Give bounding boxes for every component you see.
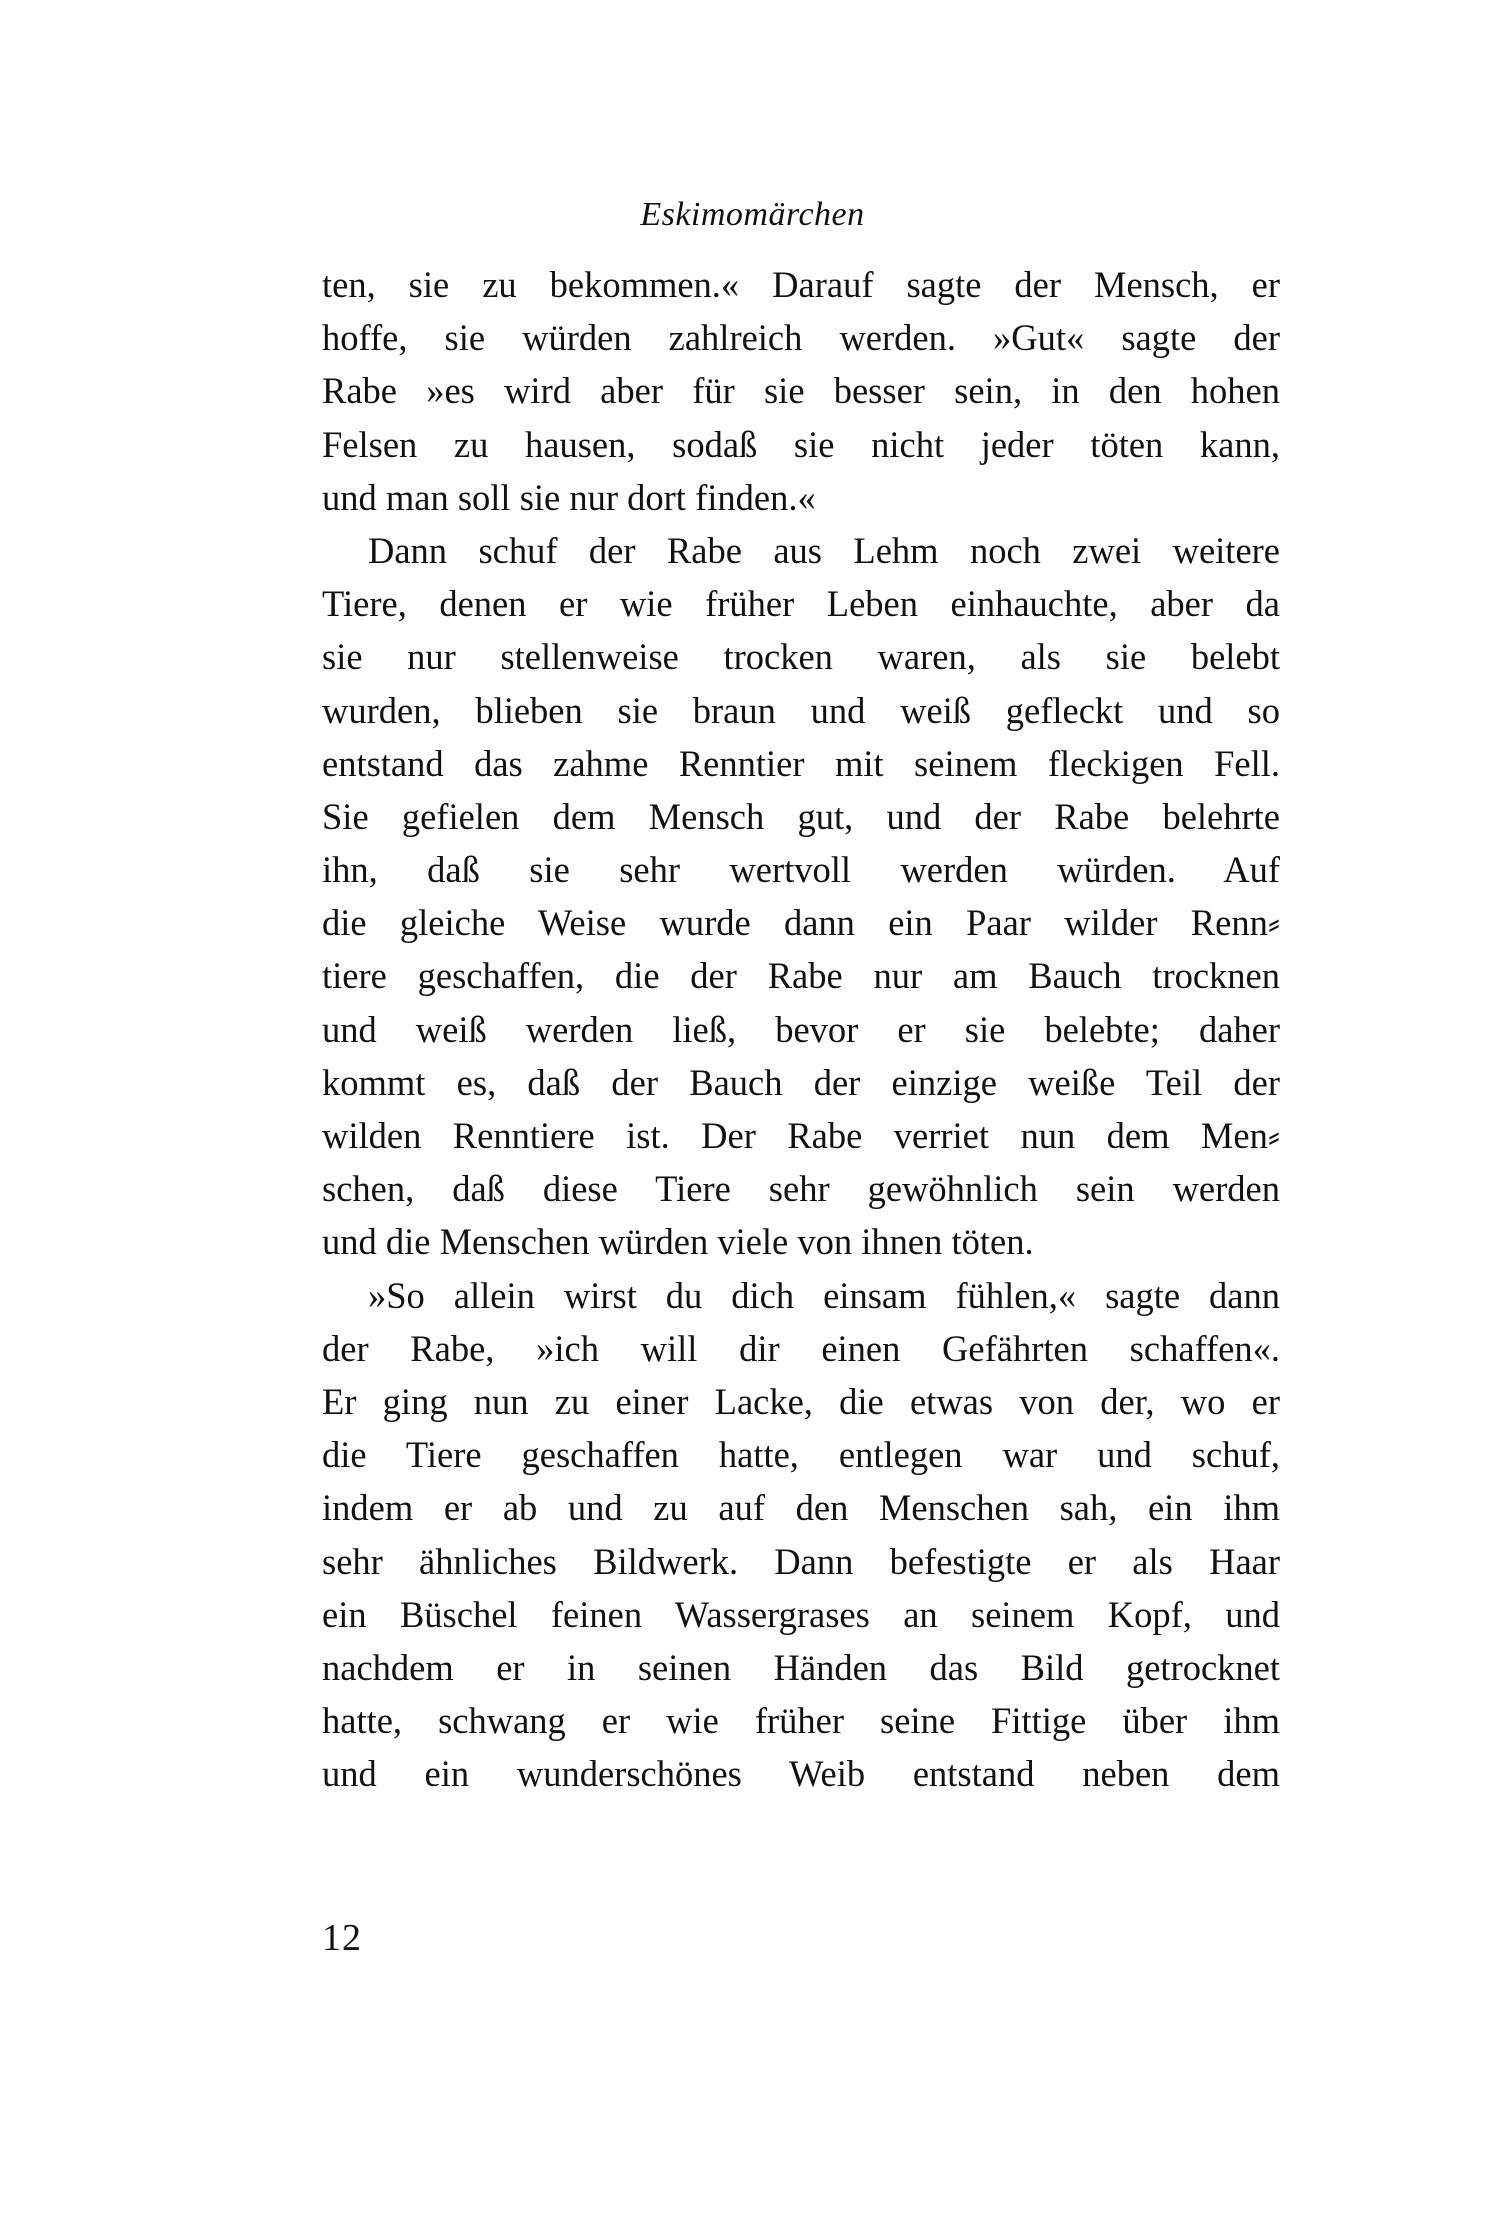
text-line: und weiß werden ließ, bevor er sie belebte; daher [322,1008,1280,1050]
text-line: hoffe, sie würden zahlreich werden. »Gut« sagte der [322,317,1280,359]
text-line: und man soll sie nur dort finden.« [322,476,816,518]
text-line: und ein wunderschönes Weib entstand neben dem [322,1753,1280,1795]
text-line: die Tiere geschaffen hatte, entlegen war und schuf, [322,1434,1280,1476]
body-text [322,258,1280,1800]
text-line: kommt es, daß der Bauch der einzige weiße Teil der [322,1061,1280,1103]
text-line: ten, sie zu bekommen.« Darauf sagte der Mensch, er [322,264,1280,305]
text-line: »So allein wirst du dich einsam fühlen,« sagte dann [368,1274,1280,1316]
text-line: sie nur stellenweise trocken waren, als sie belebt [322,636,1280,678]
text-line: der Rabe, »ich will dir einen Gefährten schaffen«. [322,1327,1280,1369]
text-line: Dann schuf der Rabe aus Lehm noch zwei weitere [368,529,1280,571]
text-line: sehr ähnliches Bildwerk. Dann befestigte er als Haar [322,1540,1280,1582]
text-line: indem er ab und zu auf den Menschen sah, ein ihm [322,1487,1280,1529]
text-line: ein Büschel feinen Wassergrases an seinem Kopf, und [322,1593,1280,1635]
text-line: tiere geschaffen, die der Rabe nur am Bauch trocknen [322,955,1280,997]
running-head-title: Eskimomärchen [640,196,865,233]
text-line: ihn, daß sie sehr wertvoll werden würden. Auf [322,849,1280,891]
text-line: wurden, blieben sie braun und weiß gefleckt und so [322,689,1280,731]
text-line: Felsen zu hausen, sodaß sie nicht jeder töten kann, [322,423,1280,465]
text-line: schen, daß diese Tiere sehr gewöhnlich sein werden [322,1168,1280,1210]
text-line: Rabe »es wird aber für sie besser sein, in den hohen [322,370,1280,412]
text-line: und die Menschen würden viele von ihnen töten. [322,1221,1034,1263]
text-line: entstand das zahme Renntier mit seinem fleckigen Fell. [322,742,1280,784]
text-line: nachdem er in seinen Händen das Bild getrocknet [322,1646,1280,1688]
text-line: Tiere, denen er wie früher Leben einhauchte, aber da [322,583,1280,625]
text-line: wilden Renntiere ist. Der Rabe verriet nun dem Men⸗ [322,1115,1280,1156]
text-line: Er ging nun zu einer Lacke, die etwas von der, wo er [322,1380,1280,1422]
text-line: hatte, schwang er wie früher seine Fittige über ihm [322,1700,1280,1742]
page-number: 12 [322,1917,362,1959]
text-line: die gleiche Weise wurde dann ein Paar wilder Renn⸗ [322,902,1280,944]
text-line: Sie gefielen dem Mensch gut, und der Rabe belehrte [322,795,1280,837]
